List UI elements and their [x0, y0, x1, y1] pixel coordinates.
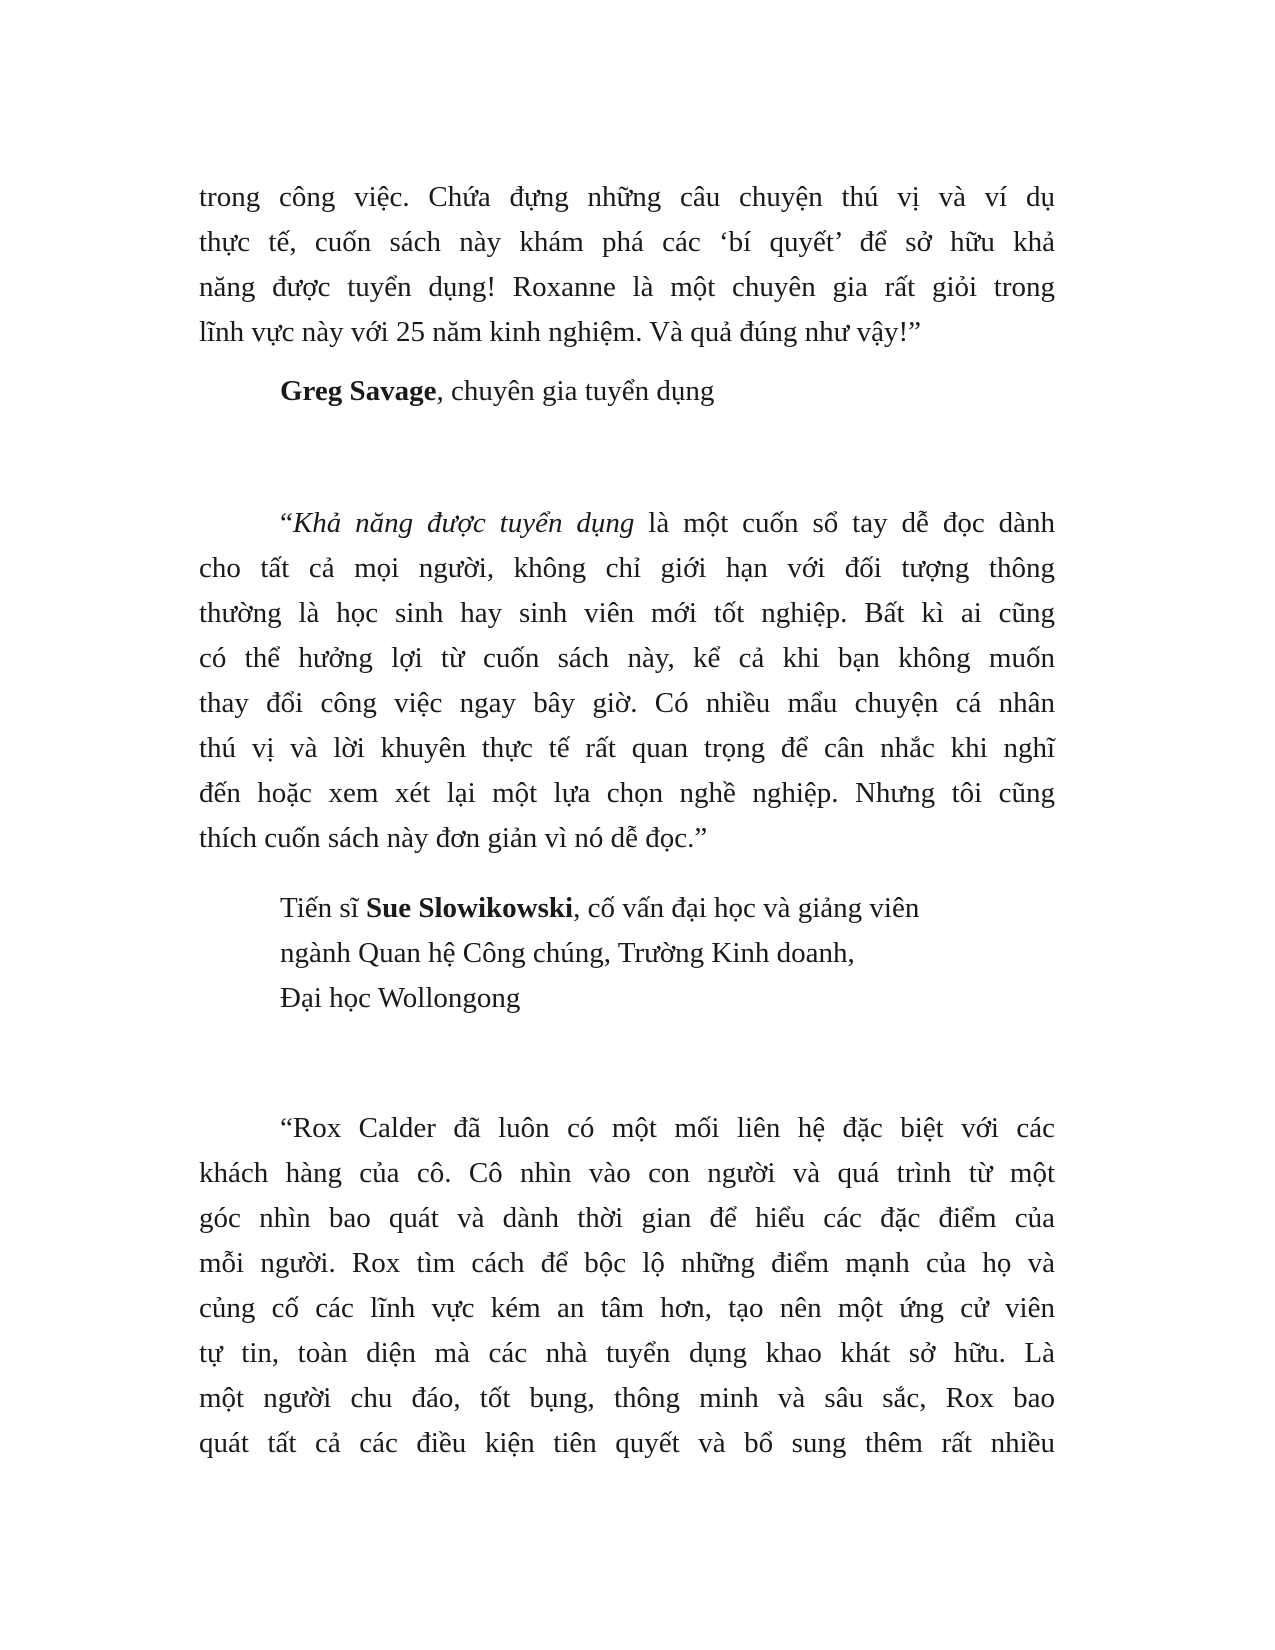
reviewer-name: Greg Savage [280, 375, 437, 407]
text-line: củng cố các lĩnh vực kém an tâm hơn, tạo nên một ứng cử viên [199, 1292, 1055, 1324]
text-line: có thể hưởng lợi từ cuốn sách này, kể cả khi bạn không muốn [199, 642, 1055, 674]
text-line: tự tin, toàn diện mà các nhà tuyển dụng khao khát sở hữu. Là [199, 1337, 1055, 1369]
text-line: thay đổi công việc ngay bây giờ. Có nhiều mẩu chuyện cá nhân [199, 687, 1055, 719]
attribution-sue-slowikowski [199, 886, 1055, 1021]
text-line: thích cuốn sách này đơn giản vì nó dễ đọc.” [199, 822, 708, 854]
text-line: một người chu đáo, tốt bụng, thông minh và sâu sắc, Rox bao [199, 1382, 1055, 1414]
testimonial-quote-3 [199, 1106, 1055, 1466]
open-quote: “ [280, 507, 293, 539]
text-line [199, 501, 1055, 546]
text-line: lĩnh vực này với 25 năm kinh nghiệm. Và quả đúng như vậy!” [199, 316, 921, 348]
attribution-line: Đại học Wollongong [280, 982, 521, 1014]
testimonial-quote-2 [199, 501, 1055, 861]
attribution-line: ngành Quan hệ Công chúng, Trường Kinh doanh, [280, 937, 855, 969]
testimonial-quote-1 [199, 175, 1055, 355]
text-line: quát tất cả các điều kiện tiên quyết và bổ sung thêm rất nhiều [199, 1427, 1055, 1459]
text-line: trong công việc. Chứa đựng những câu chuyện thú vị và ví dụ [199, 181, 1055, 213]
text-line: thường là học sinh hay sinh viên mới tốt nghiệp. Bất kì ai cũng [199, 597, 1055, 629]
text-line: thú vị và lời khuyên thực tế rất quan trọng để cân nhắc khi nghĩ [199, 732, 1055, 764]
page-text-block [199, 175, 1055, 1466]
text-line: “Rox Calder đã luôn có một mối liên hệ đặc biệt với các [280, 1112, 1055, 1144]
text-run: là một cuốn sổ tay dễ đọc dành [634, 507, 1055, 539]
reviewer-title-prefix: Tiến sĩ [280, 892, 366, 924]
text-line: đến hoặc xem xét lại một lựa chọn nghề nghiệp. Nhưng tôi cũng [199, 777, 1055, 809]
text-line: khách hàng của cô. Cô nhìn vào con người và quá trình từ một [199, 1157, 1055, 1189]
text-line: góc nhìn bao quát và dành thời gian để hiểu các đặc điểm của [199, 1202, 1055, 1234]
reviewer-name: Sue Slowikowski [365, 892, 574, 924]
attribution-line [280, 886, 1055, 931]
text-line: thực tế, cuốn sách này khám phá các ‘bí quyết’ để sở hữu khả [199, 226, 1055, 258]
text-line: mỗi người. Rox tìm cách để bộc lộ những điểm mạnh của họ và [199, 1247, 1055, 1279]
text-line: cho tất cả mọi người, không chỉ giới hạn với đối tượng thông [199, 552, 1055, 584]
attribution-greg-savage [199, 369, 1055, 414]
text-line: năng được tuyển dụng! Roxanne là một chuyên gia rất giỏi trong [199, 271, 1055, 303]
reviewer-role: , cố vấn đại học và giảng viên [573, 892, 920, 924]
book-title-italic: Khả năng được tuyển dụng [292, 507, 635, 539]
reviewer-role: , chuyên gia tuyển dụng [436, 375, 715, 407]
attribution-line [280, 369, 1055, 414]
